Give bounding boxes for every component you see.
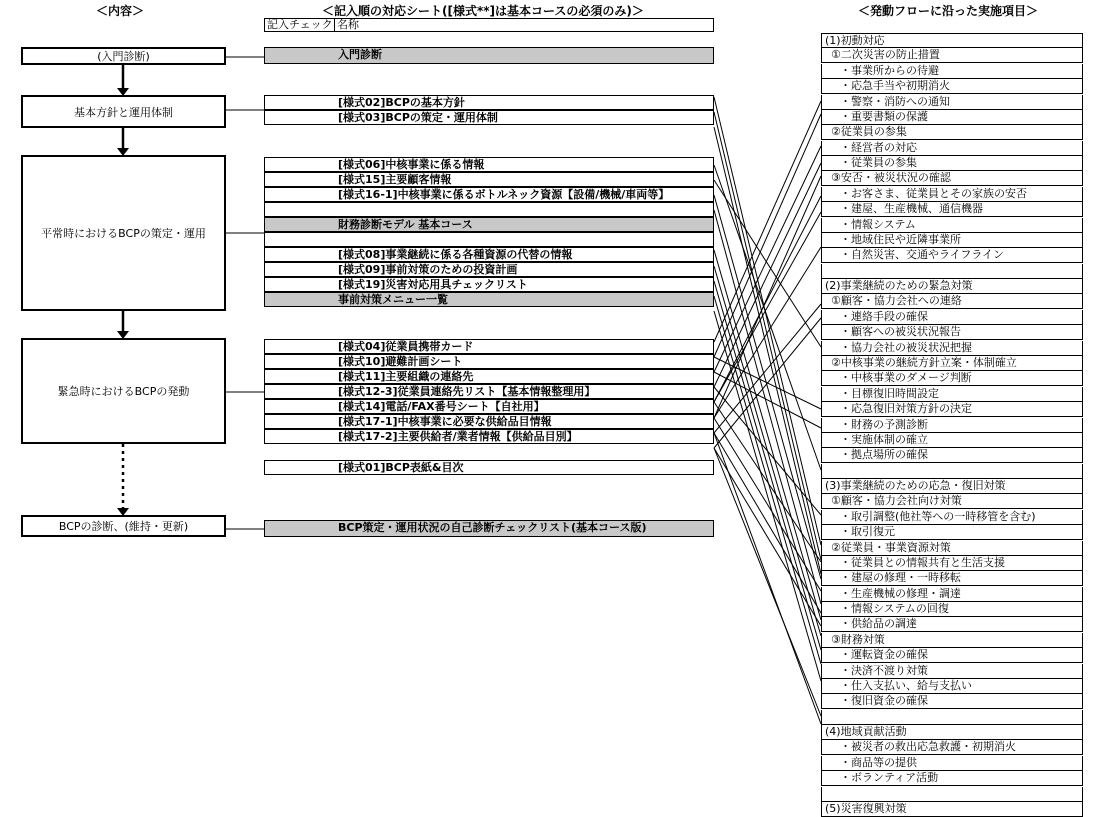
implementation-item: [821, 264, 1083, 279]
implementation-item-label: ・従業員との情報共有と生活支援: [840, 555, 1005, 569]
implementation-item: [821, 156, 1083, 171]
implementation-item: [821, 433, 1083, 448]
implementation-item: [821, 571, 1083, 586]
implementation-item: [821, 79, 1083, 94]
implementation-item: [821, 325, 1083, 340]
implementation-item: [821, 356, 1083, 371]
implementation-item-label: ・供給品の調達: [840, 617, 917, 631]
implementation-item: [821, 64, 1083, 79]
implementation-item-label: ・取引復元: [840, 525, 895, 539]
sheet-name: [様式12-3]従業員連絡先リスト【基本情報整理用】: [338, 385, 596, 398]
implementation-item: [821, 510, 1083, 525]
sheet-name: [様式09]事前対策のための投資計画: [338, 263, 518, 276]
implementation-item: [821, 33, 1083, 48]
implementation-item: [821, 279, 1083, 294]
implementation-item-label: ・顧客への被災状況報告: [840, 325, 961, 339]
implementation-item: [821, 402, 1083, 417]
implementation-item: [821, 602, 1083, 617]
sheet-name: [様式17-1]中核事業に必要な供給品目情報: [338, 415, 552, 428]
sheet-row: [264, 292, 714, 307]
sheet-name: BCP策定・運用状況の自己診断チェックリスト(基本コース版): [338, 521, 647, 534]
implementation-item: [821, 387, 1083, 402]
implementation-item-label: (3)事業継続のための応急・復旧対策: [825, 479, 1006, 493]
implementation-item-label: ・応急手当や初期消火: [840, 79, 950, 93]
sheet-row: [264, 95, 714, 110]
implementation-item: [821, 787, 1083, 802]
implementation-item-label: ・お客さま、従業員とその家族の安否: [840, 186, 1027, 200]
sheet-name: [様式15]主要顧客情報: [338, 173, 452, 186]
implementation-item-label: ・実施体制の確立: [840, 432, 928, 446]
implementation-item: [821, 556, 1083, 571]
implementation-item: [821, 648, 1083, 663]
right-column-header: ＜発動フローに沿った実施項目＞: [858, 4, 1039, 18]
implementation-item: [821, 740, 1083, 755]
implementation-item: [821, 202, 1083, 217]
sheet-row: [264, 232, 714, 247]
middle-column-header: ＜記入順の対応シート([様式**]は基本コースの必須のみ)＞: [322, 4, 644, 18]
sheet-name: [様式02]BCPの基本方針: [338, 96, 465, 109]
implementation-item-label: ②中核事業の継続方針立案・体制確立: [831, 355, 1017, 369]
implementation-item-label: ・決済不渡り対策: [840, 663, 928, 677]
implementation-item-label: ③安否・被災状況の確認: [831, 171, 951, 185]
implementation-item: [821, 371, 1083, 386]
implementation-item: [821, 617, 1083, 632]
implementation-item-label: ・自然災害、交通やライフライン: [840, 248, 1005, 262]
left-column-header: ＜内容＞: [96, 4, 145, 18]
implementation-item: [821, 710, 1083, 725]
implementation-item: [821, 418, 1083, 433]
sheet-name: 入門診断: [338, 48, 382, 61]
sheet-row: [264, 217, 714, 232]
sheet-name: [様式08]事業継続に係る各種資源の代替の情報: [338, 248, 573, 261]
implementation-item: [821, 633, 1083, 648]
implementation-item-label: ・建屋の修理・一時移転: [840, 571, 961, 585]
sheet-row: [264, 339, 714, 354]
implementation-item-label: ①顧客・協力会社への連絡: [831, 294, 962, 308]
flow-box-basic-policy: 基本方針と運用体制: [21, 95, 226, 128]
implementation-item-label: (2)事業継続のための緊急対策: [825, 279, 973, 293]
name-column-header: 名称: [334, 18, 714, 32]
sheet-row: [264, 354, 714, 369]
implementation-item: [821, 341, 1083, 356]
implementation-item: [821, 218, 1083, 233]
implementation-item: [821, 694, 1083, 709]
implementation-item-label: ・情報システムの回復: [840, 602, 949, 616]
implementation-item-label: ・協力会社の被災状況把握: [840, 340, 972, 354]
implementation-item-label: ・連絡手段の確保: [840, 309, 928, 323]
implementation-item-label: ・目標復旧時間設定: [840, 386, 939, 400]
sheet-row: [264, 369, 714, 384]
implementation-item-label: ・仕入支払い、給与支払い: [840, 678, 972, 692]
implementation-item: [821, 541, 1083, 556]
implementation-item: [821, 448, 1083, 463]
implementation-item-label: ・商品等の提供: [840, 755, 917, 769]
implementation-item-label: ・被災者の救出応急救護・初期消火: [840, 740, 1016, 754]
sheet-name: [様式11]主要組織の連絡先: [338, 370, 474, 383]
sheet-row: [264, 414, 714, 429]
implementation-item: [821, 141, 1083, 156]
implementation-item: [821, 679, 1083, 694]
implementation-item-label: ①顧客・協力会社向け対策: [831, 494, 962, 508]
implementation-item-label: ②従業員・事業資源対策: [831, 540, 951, 554]
implementation-item: [821, 310, 1083, 325]
sheet-row: [264, 247, 714, 262]
implementation-item: [821, 110, 1083, 125]
implementation-item: [821, 171, 1083, 186]
sheet-row: [264, 110, 714, 125]
implementation-item-label: ・地域住民や近隣事業所: [840, 232, 961, 246]
implementation-item: [821, 479, 1083, 494]
implementation-item-label: ①二次災害の防止措置: [831, 48, 940, 62]
sheet-row: [264, 47, 714, 64]
implementation-item-label: (4)地域貢献活動: [825, 725, 907, 739]
implementation-item-label: ・情報システム: [840, 217, 916, 231]
sheet-row: [264, 187, 714, 202]
implementation-item-label: ・従業員の参集: [840, 156, 917, 170]
implementation-item-label: (5)災害復興対策: [825, 802, 907, 815]
sheet-row: [264, 520, 714, 537]
implementation-item-label: ・応急復旧対策方針の決定: [840, 402, 972, 416]
implementation-item-label: ・ボランティア活動: [840, 771, 939, 785]
implementation-item: [821, 233, 1083, 248]
sheet-row: [264, 460, 714, 475]
implementation-item: [821, 464, 1083, 479]
sheet-name: [様式14]電話/FAX番号シート【自社用】: [338, 400, 545, 413]
implementation-item: [821, 187, 1083, 202]
implementation-item-label: ・警察・消防への通知: [840, 94, 950, 108]
implementation-item: [821, 725, 1083, 740]
sheet-row: [264, 172, 714, 187]
sheet-name: [様式06]中核事業に係る情報: [338, 158, 485, 171]
sheet-name: [様式03]BCPの策定・運用体制: [338, 111, 498, 124]
implementation-item-label: ・取引調整(他社等への一時移管を含む): [840, 509, 1036, 523]
implementation-item-label: ・運転資金の確保: [840, 648, 928, 662]
implementation-item-label: ・中核事業のダメージ判断: [840, 371, 972, 385]
implementation-item: [821, 294, 1083, 309]
implementation-item: [821, 802, 1083, 817]
implementation-item-label: ・生産機械の修理・調達: [840, 586, 961, 600]
implementation-item: [821, 525, 1083, 540]
implementation-item-label: ・財務の予測診断: [840, 417, 928, 431]
flow-box-bcp-diagnosis: BCPの診断、(維持・更新): [21, 515, 226, 537]
sheet-row: [264, 157, 714, 172]
implementation-item-label: ・復旧資金の確保: [840, 694, 928, 708]
sheet-name: [様式17-2]主要供給者/業者情報【供給品目別】: [338, 430, 578, 443]
implementation-item: [821, 248, 1083, 263]
sheet-row: [264, 262, 714, 277]
implementation-item-label: ・建屋、生産機械、通信機器: [840, 202, 983, 216]
check-column-header: 記入チェック: [264, 18, 335, 32]
implementation-item: [821, 587, 1083, 602]
flow-box-emergency-bcp: 緊急時におけるBCPの発動: [21, 338, 226, 444]
implementation-item-label: ・事業所からの待避: [840, 63, 939, 77]
sheet-name: 事前対策メニュー一覧: [338, 293, 448, 306]
sheet-name: [様式16-1]中核事業に係るボトルネック資源【設備/機械/車両等】: [338, 188, 670, 201]
implementation-item: [821, 48, 1083, 63]
sheet-row: [264, 277, 714, 292]
sheet-name: [様式01]BCP表紙&目次: [338, 461, 464, 474]
sheet-name: [様式04]従業員携帯カード: [338, 340, 474, 353]
implementation-item: [821, 756, 1083, 771]
implementation-item-label: (1)初動対応: [825, 34, 885, 47]
sheet-name: [様式10]避難計画シート: [338, 355, 463, 368]
implementation-item: [821, 771, 1083, 786]
sheet-row: [264, 384, 714, 399]
sheet-name: 財務診断モデル 基本コース: [338, 218, 473, 231]
sheet-row: [264, 202, 714, 217]
sheet-name: [様式19]災害対応用具チェックリスト: [338, 278, 528, 291]
flow-box-intro-diagnosis: (入門診断): [21, 47, 226, 65]
sheet-row: [264, 399, 714, 414]
implementation-item: [821, 494, 1083, 509]
implementation-item-label: ・重要書類の保護: [840, 109, 928, 123]
sheet-row: [264, 429, 714, 444]
implementation-item-label: ・経営者の対応: [840, 140, 917, 154]
implementation-item-label: ②従業員の参集: [831, 125, 907, 139]
implementation-item-label: ・拠点場所の確保: [840, 448, 928, 462]
flow-box-normal-time-bcp: 平常時におけるBCPの策定・運用: [21, 155, 226, 311]
implementation-item: [821, 125, 1083, 140]
implementation-item: [821, 664, 1083, 679]
implementation-item: [821, 95, 1083, 110]
implementation-item-label: ③財務対策: [831, 632, 885, 646]
